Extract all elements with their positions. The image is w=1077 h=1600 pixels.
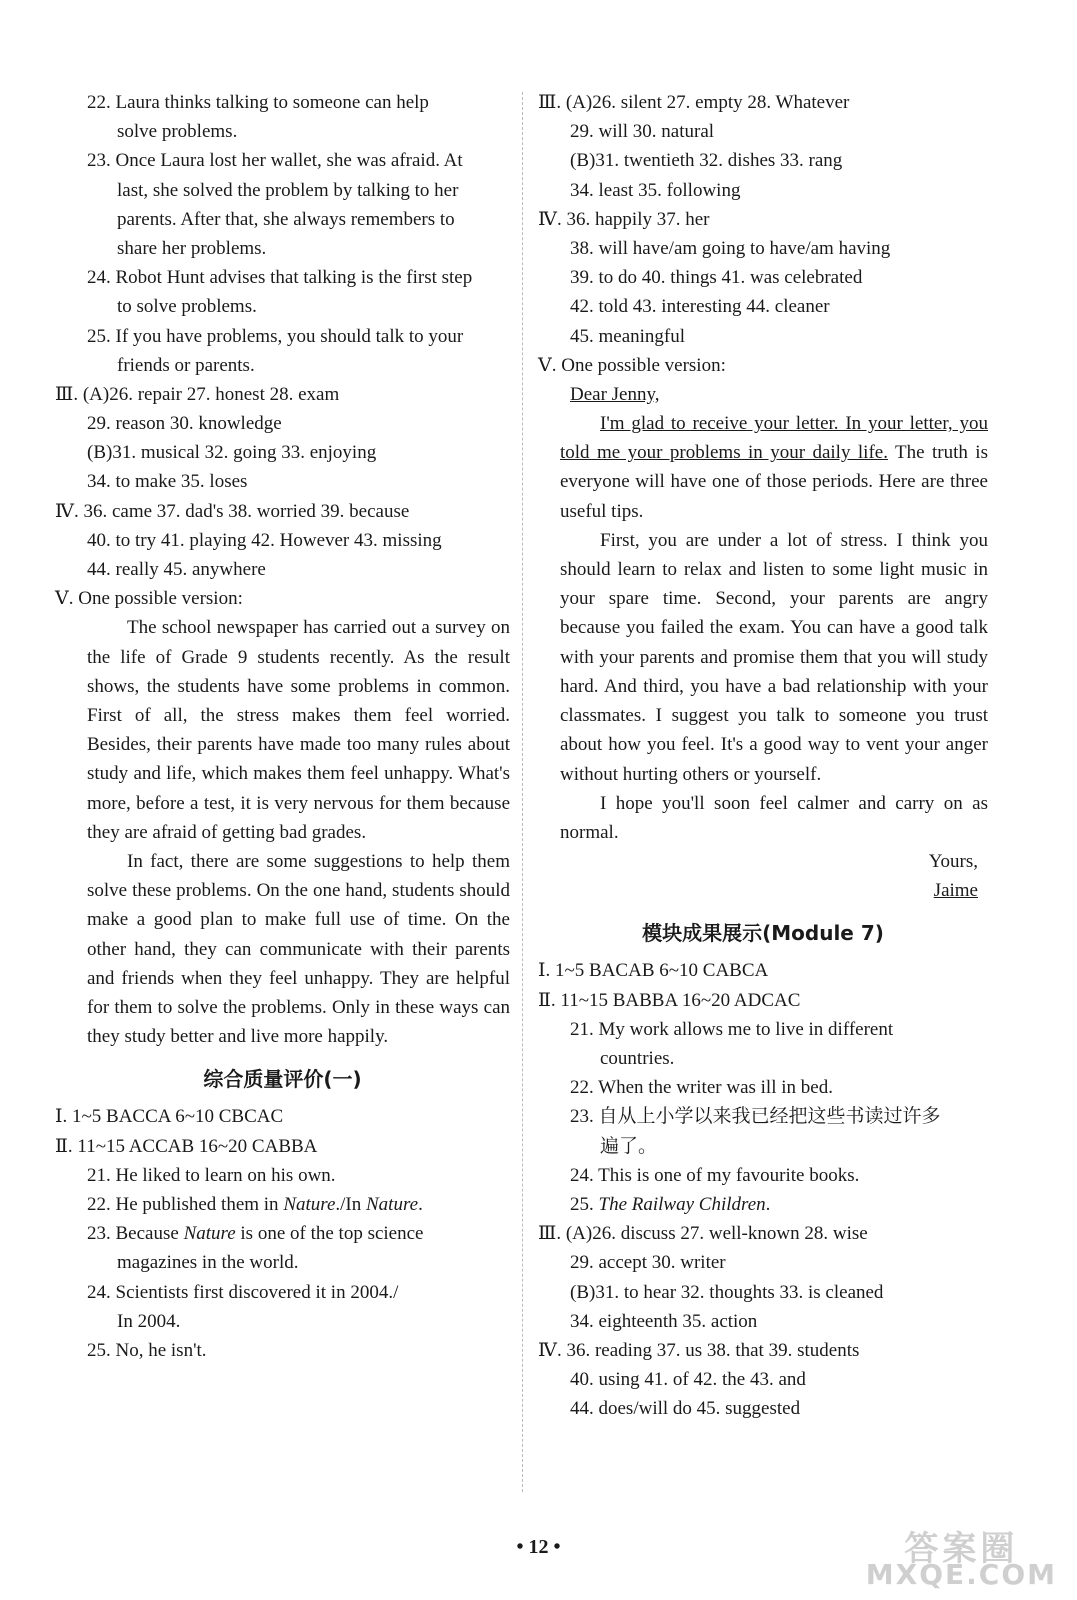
answer-25-line1: 25. If you have problems, you should talk to your (87, 325, 464, 347)
essay-paragraph-2: In fact, there are some suggestions to help them solve these problems. On the one hand, students should make a good plan to make full use of time. On the other hand, they can communicate with their parents and friends when they feel unhappy. They are helpful for them to solve the problems. Only in these ways can they study better and live more happily. (87, 851, 510, 1048)
m7-answer-24: 24. This is one of my favourite books. (570, 1164, 860, 1186)
section-4-line2: 40. to try 41. playing 42. However 43. missing (87, 529, 442, 551)
m7-section-3-line4: 34. eighteenth 35. action (570, 1310, 758, 1332)
t2-answer-21: 21. He liked to learn on his own. (87, 1164, 336, 1186)
r-section-5-label: Ⅴ. One possible version: (538, 354, 726, 376)
section-3-line1: Ⅲ. (A)26. repair 27. honest 28. exam (55, 383, 340, 405)
watermark-text-en: MXQE.COM (865, 1558, 1057, 1591)
t2-answer-24-line2: In 2004. (117, 1310, 181, 1332)
r-section-4-line1: Ⅳ. 36. happily 37. her (538, 208, 710, 230)
answer-25-line2: friends or parents. (117, 354, 255, 376)
t2-answer-23-line2: magazines in the world. (117, 1252, 299, 1274)
letter-paragraph-3: I hope you'll soon feel calmer and carry on as normal. (560, 792, 988, 843)
answer-23-line3: parents. After that, she always remembers to (117, 208, 455, 230)
r-section-4-line4: 42. told 43. interesting 44. cleaner (570, 296, 830, 318)
m7-section-4-line3: 44. does/will do 45. suggested (570, 1398, 801, 1420)
letter-paragraph-2: First, you are under a lot of stress. I think you should learn to relax and listen to some light music in your spare time. Second, your parents are angry because you failed the exam. You can have a good talk with your parents and promise them that you will study hard. And third, you have a bad relationship with your classmates. I suggest you talk to someone you trust about how you feel. It's a good way to vent your anger without hurting others or yourself. (560, 529, 988, 785)
right-column (538, 88, 988, 1423)
letter-greeting: Dear Jenny, (570, 383, 660, 405)
section-3-line2: 29. reason 30. knowledge (87, 413, 282, 435)
r-section-3-line2: 29. will 30. natural (570, 121, 715, 143)
section-4-line3: 44. really 45. anywhere (87, 559, 266, 580)
answer-22-line1: 22. Laura thinks talking to someone can help (87, 92, 429, 113)
column-divider (522, 92, 523, 1492)
t2-answer-23-line1: 23. Because Nature is one of the top science (87, 1223, 424, 1245)
watermark-text-cn: 答案圈 (904, 1529, 1019, 1569)
section-4-line1: Ⅳ. 36. came 37. dad's 38. worried 39. because (55, 500, 410, 522)
answer-24-line1: 24. Robot Hunt advises that talking is the first step (87, 267, 473, 289)
section-3-line4: 34. to make 35. loses (87, 471, 248, 493)
t2-answer-22: 22. He published them in Nature./In Nature. (87, 1193, 423, 1215)
t2-answer-25: 25. No, he isn't. (87, 1339, 207, 1361)
essay-paragraph-1: The school newspaper has carried out a survey on the life of Grade 9 students recently. As the result shows, the students have some problems in common. First of all, the stress makes them feel worried. Besides, their parents have made too many rules about study and life, which makes them feel unhappy. What's more, before a test, it is very nervous for them because they are afraid of getting bad grades. (87, 617, 510, 843)
r-section-4-line2: 38. will have/am going to have/am having (570, 237, 891, 259)
m7-section-4-line2: 40. using 41. of 42. the 43. and (570, 1369, 806, 1391)
r-section-4-line5: 45. meaningful (570, 325, 686, 347)
section-5-label: Ⅴ. One possible version: (55, 588, 243, 610)
answer-24-line2: to solve problems. (117, 296, 257, 318)
r-section-4-line3: 39. to do 40. things 41. was celebrated (570, 267, 863, 289)
m7-answer-21-line2: countries. (600, 1048, 675, 1070)
answer-23-line1: 23. Once Laura lost her wallet, she was afraid. At (87, 150, 463, 172)
answer-22-line2: solve problems. (117, 121, 238, 143)
m7-answer-21-line1: 21. My work allows me to live in different (570, 1018, 894, 1040)
m7-answer-22: 22. When the writer was ill in bed. (570, 1077, 833, 1099)
r-section-3-line1: Ⅲ. (A)26. silent 27. empty 28. Whatever (538, 92, 850, 113)
m7-section-2: Ⅱ. 11~15 BABBA 16~20 ADCAC (538, 989, 801, 1011)
t2-answer-24-line1: 24. Scientists first discovered it in 2004./ (87, 1281, 399, 1303)
r-section-3-line3: (B)31. twentieth 32. dishes 33. rang (570, 150, 843, 172)
m7-answer-23-line1: 23. 自从上小学以来我已经把这些书读过许多 (570, 1106, 941, 1128)
watermark-logo (865, 1529, 1057, 1591)
t2-section-1: Ⅰ. 1~5 BACCA 6~10 CBCAC (55, 1106, 284, 1128)
section-title-comprehensive: 综合质量评价(一) (203, 1067, 362, 1092)
t2-section-2: Ⅱ. 11~15 ACCAB 16~20 CABBA (55, 1135, 318, 1157)
m7-answer-23-line2: 遍了。 (600, 1135, 658, 1157)
m7-section-4-line1: Ⅳ. 36. reading 37. us 38. that 39. students (538, 1339, 860, 1361)
letter-paragraph-1: I'm glad to receive your letter. In your letter, you told me your problems in your daily life. The truth is everyone will have one of those periods. Here are three useful tips. (560, 413, 988, 522)
page-number: • 12 • (516, 1536, 561, 1558)
answer-23-line2: last, she solved the problem by talking to her (117, 179, 459, 201)
answer-23-line4: share her problems. (117, 237, 267, 259)
section-title-module7: 模块成果展示(Module 7) (642, 921, 884, 946)
m7-section-3-line1: Ⅲ. (A)26. discuss 27. well-known 28. wise (538, 1223, 868, 1245)
left-column (55, 88, 510, 1365)
m7-section-3-line2: 29. accept 30. writer (570, 1252, 726, 1274)
letter-closing: Yours, (928, 851, 978, 873)
section-3-line3: (B)31. musical 32. going 33. enjoying (87, 442, 377, 464)
r-section-3-line4: 34. least 35. following (570, 179, 741, 201)
letter-signature: Jaime (933, 880, 978, 902)
m7-section-1: Ⅰ. 1~5 BACAB 6~10 CABCA (538, 960, 769, 982)
m7-section-3-line3: (B)31. to hear 32. thoughts 33. is cleaned (570, 1281, 884, 1303)
m7-answer-25: 25. The Railway Children. (570, 1193, 771, 1215)
